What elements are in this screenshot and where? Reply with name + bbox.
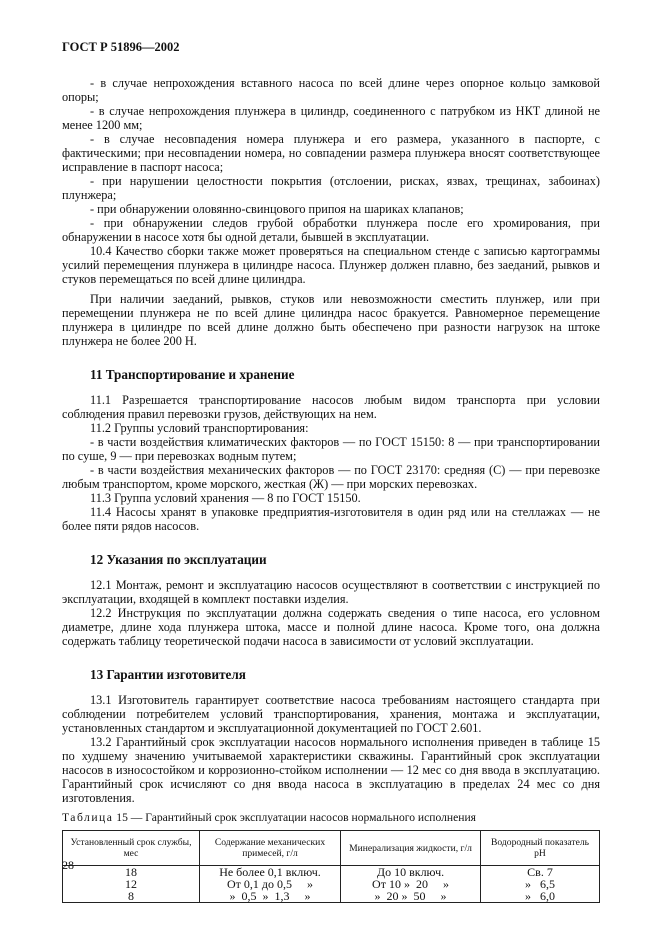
table-caption-text: 15 — Гарантийный срок эксплуатации насосов нормального исполнения — [116, 811, 476, 824]
section-12-body — [62, 578, 600, 648]
section-13-body — [62, 693, 600, 805]
paragraph: 12.1 Монтаж, ремонт и эксплуатацию насосов осуществляют в соответствии с инструкцией по эксплуатации, входящей в комплект поставки изделия. — [62, 578, 600, 606]
table-cell: » 20 » 50 » — [374, 889, 447, 903]
column-header: Минерализация жидкости, г/л — [341, 831, 481, 866]
table-header-row — [63, 831, 600, 866]
document-page — [62, 40, 600, 903]
table-cell-wrap — [341, 890, 481, 903]
table-caption — [62, 811, 600, 825]
table-cell: Не более 0,1 включ. — [219, 865, 321, 879]
section-13-heading: 13 Гарантии изготовителя — [90, 667, 246, 682]
table-cell: От 0,1 до 0,5 » — [226, 877, 313, 891]
table-caption-word: Таблица — [62, 811, 114, 824]
document-header: ГОСТ Р 51896—2002 — [62, 40, 180, 54]
section-12-heading: 12 Указания по эксплуатации — [90, 552, 267, 567]
table-cell: От 10 » 20 » — [372, 877, 449, 891]
table-cell: » 6,5 — [525, 877, 555, 891]
table-row — [63, 878, 600, 890]
paragraph: При наличии заеданий, рывков, стуков или невозможности сместить плунжер, или при перемещении плунжера не по всей длине цилиндра насос бракуется. Равномерное перемещение плунжера в цилиндре по всей длине должно быть обеспечено при разности нагрузок на штоке плунжера не более 200 Н. — [62, 292, 600, 348]
table-cell: » 6,0 — [525, 889, 555, 903]
table-cell: 18 — [63, 866, 200, 879]
paragraph: 12.2 Инструкция по эксплуатации должна содержать сведения о типе насоса, его условном диаметре, длине хода плунжера штока, массе и полной длине насоса. Кроме того, она должна содержать таблицу теоретической подачи насоса в зависимости от условий эксплуатации. — [62, 606, 600, 648]
warranty-table — [62, 830, 600, 903]
paragraphs-continued — [62, 76, 600, 348]
paragraph: 13.2 Гарантийный срок эксплуатации насосов нормального исполнения приведен в таблице 15 по худшему значению учитываемой характеристики скважины. Гарантийный срок эксплуатации насосов в износостойком и коррозионно-стойком исполнении — 12 мес со дня ввода в эксплуатацию. Гарантийный срок исчисляют со дня ввода насоса в эксплуатацию в пределах 24 мес со дня изготовления. — [62, 735, 600, 805]
table-cell: Св. 7 — [527, 865, 553, 879]
paragraph: - в случае непрохождения плунжера в цилиндр, соединенного с патрубком из НКТ длиной не менее 1200 мм; — [62, 104, 600, 132]
paragraph: - в случае непрохождения вставного насоса по всей длине через опорное кольцо замковой опоры; — [62, 76, 600, 104]
section-11-body — [62, 393, 600, 533]
table-cell-wrap — [481, 890, 600, 903]
column-header: Водородный показатель рН — [481, 831, 600, 866]
table-cell: До 10 включ. — [376, 865, 445, 879]
column-header: Установленный срок службы, мес — [63, 831, 200, 866]
column-header: Содержание механических примесей, г/л — [200, 831, 341, 866]
table-cell: » 0,5 » 1,3 » — [229, 889, 311, 903]
table-row — [63, 866, 600, 879]
paragraph: 11.1 Разрешается транспортирование насосов любым видом транспорта при условии соблюдения правил перевозки грузов, действующих на нем. — [62, 393, 600, 421]
table-cell: 12 — [63, 878, 200, 890]
paragraph: 11.2 Группы условий транспортирования: — [90, 421, 309, 435]
paragraph: 11.4 Насосы хранят в упаковке предприятия-изготовителя в один ряд или на стеллажах — не более пяти рядов насосов. — [62, 505, 600, 533]
table-row — [63, 890, 600, 903]
paragraph: 13.1 Изготовитель гарантирует соответствие насоса требованиям настоящего стандарта при соблюдении потребителем условий транспортирования, хранения, монтажа и эксплуатации, установленных стандартом и эксплуатационной документацией по ГОСТ 2.601. — [62, 693, 600, 735]
paragraph: - при обнаружении следов грубой обработки плунжера после его хромирования, при обнаружении в насосе хотя бы одной детали, бывшей в эксплуатации. — [62, 216, 600, 244]
paragraph: - в части воздействия климатических факторов — по ГОСТ 15150: 8 — при транспортировании по суше, 9 — при перевозках водным путем; — [62, 435, 600, 463]
paragraph: - в части воздействия механических факторов — по ГОСТ 23170: средняя (С) — при перевозке любым транспортом, кроме морского, жесткая (Ж) — при морских перевозках. — [62, 463, 600, 491]
paragraph: - при обнаружении оловянно-свинцового припоя на шариках клапанов; — [90, 202, 464, 216]
section-11-heading: 11 Транспортирование и хранение — [90, 367, 295, 382]
page-number: 28 — [62, 858, 74, 872]
table-cell: 8 — [63, 890, 200, 903]
paragraph: 10.4 Качество сборки также может проверяться на специальном стенде с записью картограммы усилий перемещения плунжера в цилиндре насоса. Плунжер должен плавно, без заеданий, рывков и стуков перемещаться по всей длине цилиндра. — [62, 244, 600, 286]
paragraph: 11.3 Группа условий хранения — 8 по ГОСТ 15150. — [90, 491, 361, 505]
paragraph: - в случае несовпадения номера плунжера и его размера, указанного в паспорте, с фактическими; при несовпадении номера, но совпадении размера плунжера вносят соответствующее исправление в паспорт насоса; — [62, 132, 600, 174]
table-cell-wrap — [200, 890, 341, 903]
paragraph: - при нарушении целостности покрытия (отслоении, рисках, язвах, трещинах, забоинах) плунжера; — [62, 174, 600, 202]
